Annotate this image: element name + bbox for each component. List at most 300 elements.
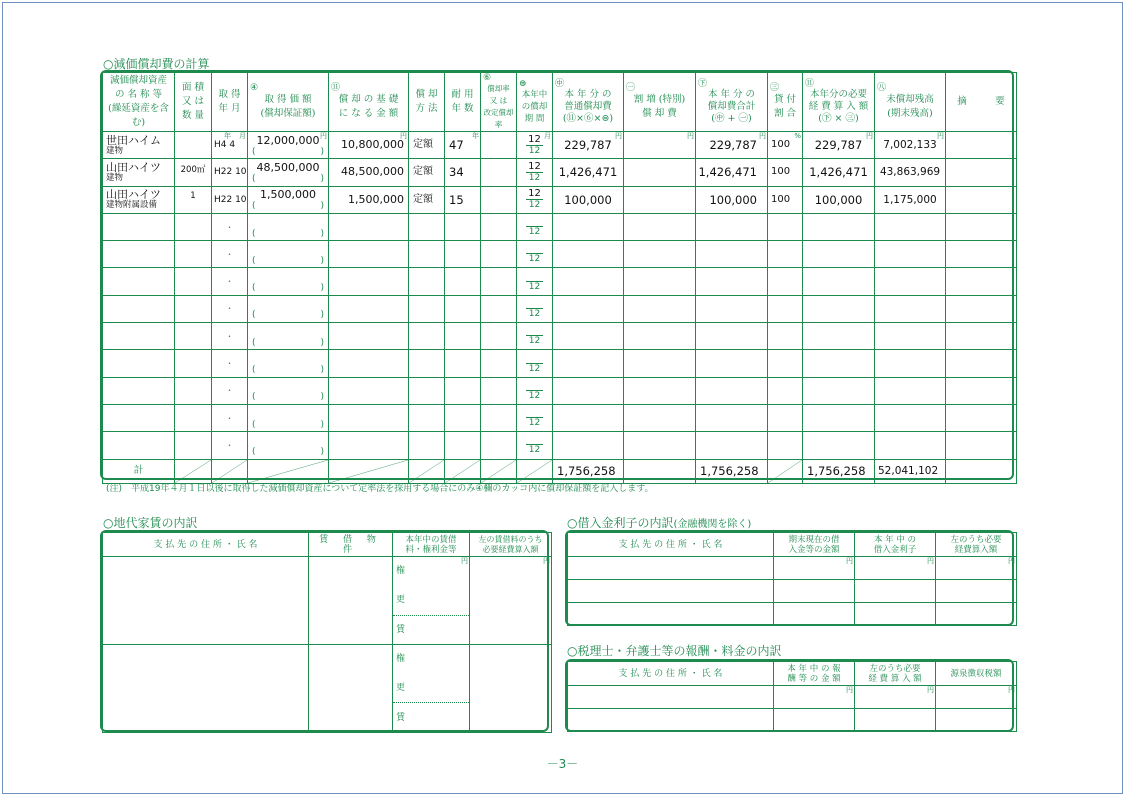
empty-expense: [803, 350, 875, 377]
unit-yen: 円: [927, 686, 934, 694]
fees-table: [567, 661, 1017, 732]
empty-period-den: 12: [528, 363, 541, 374]
asset-acq-cost: [248, 132, 329, 159]
header-area-qty-line-1: 面 積: [181, 82, 205, 93]
asset-life: 34: [445, 159, 481, 186]
rent-table: [102, 532, 552, 733]
header-acq-cost-line-1: 取 得 価 額: [264, 94, 312, 105]
header-method-line-2: 方 法: [415, 103, 438, 114]
depreciation-table-box: [100, 70, 1014, 480]
empty-cost: [248, 241, 329, 268]
empty-date: ・: [212, 241, 248, 268]
header-lease-line-2: 割 合: [773, 108, 797, 119]
empty-cost-paren: ( ): [252, 392, 324, 403]
total-diag-lease: [768, 459, 803, 483]
asset-rate: [481, 132, 517, 159]
empty-normal: [553, 350, 624, 377]
header-area-qty-line-2: 又 は: [181, 96, 205, 107]
empty-rate: [481, 404, 517, 431]
asset-special: [624, 132, 696, 159]
empty-life: [445, 323, 481, 350]
depreciation-row: [103, 377, 1017, 404]
fees-header-amount-2: 酬 等 の 金 額: [787, 673, 841, 684]
rent-annual-cell[interactable]: 賃: [393, 615, 470, 644]
empty-rate: [481, 432, 517, 459]
empty-summary: [946, 323, 1017, 350]
rent-annual-cell[interactable]: 更: [393, 674, 470, 703]
empty-summary: [946, 213, 1017, 240]
rent-header-necessary-1: 左の賃借料のうち: [478, 534, 543, 544]
empty-method: [409, 295, 445, 322]
asset-period: [517, 186, 553, 213]
depreciation-row: [103, 186, 1017, 213]
empty-qty: [175, 295, 212, 322]
empty-summary: [946, 432, 1017, 459]
header-total-line-2: 償却費合計: [707, 101, 756, 112]
rent-table-box: [100, 530, 549, 732]
empty-normal: [553, 377, 624, 404]
empty-special: [624, 377, 696, 404]
empty-period-den: 12: [528, 254, 541, 265]
fees-amount-cell[interactable]: [774, 686, 855, 709]
empty-balance: [875, 432, 946, 459]
empty-normal: [553, 241, 624, 268]
interest-amount3-cell[interactable]: [936, 603, 1017, 626]
total-diag-date: [212, 459, 248, 483]
empty-period-den: 12: [528, 336, 541, 347]
total-diag-cost: [248, 459, 329, 483]
header-period-line-2: の償却: [521, 102, 548, 112]
empty-cost: [248, 323, 329, 350]
rent-annual-cell[interactable]: 賃: [393, 703, 470, 732]
interest-amount3-cell[interactable]: [936, 557, 1017, 580]
fees-header-necessary-1: 左のうち必要: [869, 663, 921, 674]
asset-acq-cost: [248, 159, 329, 186]
rent-annual-cell[interactable]: 円 権: [393, 557, 470, 586]
depreciation-row: [103, 213, 1017, 240]
empty-special: [624, 432, 696, 459]
empty-rate: [481, 323, 517, 350]
fees-row: [568, 709, 1017, 732]
depreciation-row: [103, 268, 1017, 295]
empty-cost-paren: ( ): [252, 419, 324, 430]
rent-header-row: [103, 533, 552, 557]
total-diag-period: [517, 459, 553, 483]
unit-yen: 円: [320, 132, 327, 140]
empty-name: [103, 268, 175, 295]
empty-expense: [803, 404, 875, 431]
asset-method: 定額: [409, 186, 445, 213]
empty-balance: [875, 268, 946, 295]
empty-normal: [553, 213, 624, 240]
asset-lease: 100: [768, 186, 803, 213]
header-method: [409, 73, 445, 132]
empty-qty: [175, 404, 212, 431]
asset-summary: [946, 186, 1017, 213]
empty-special: [624, 213, 696, 240]
header-area-qty: [175, 73, 212, 132]
empty-qty: [175, 350, 212, 377]
empty-expense: [803, 377, 875, 404]
empty-life: [445, 377, 481, 404]
asset-sub: 建物附属設備: [106, 200, 158, 211]
asset-rate: [481, 159, 517, 186]
fees-row: [568, 686, 1017, 709]
fees-payee-cell[interactable]: [568, 686, 774, 709]
empty-cost: [248, 295, 329, 322]
empty-cost: [248, 268, 329, 295]
total-total: 1,756,258: [696, 459, 768, 483]
empty-base: [329, 350, 409, 377]
interest-amount2-cell[interactable]: [855, 603, 936, 626]
header-total: ㊦ 本 年 分 の 償却費合計 (㊥ + ㊀): [696, 73, 768, 132]
interest-header-row: [568, 533, 1017, 557]
total-normal: 1,756,258: [553, 459, 624, 483]
header-special-line-1: 割 増 (特別): [633, 94, 686, 105]
fees-header-row: [568, 662, 1017, 686]
total-special: [624, 459, 696, 483]
asset-lease: % 100: [768, 132, 803, 159]
empty-total: [696, 377, 768, 404]
interest-payee-cell[interactable]: [568, 603, 774, 626]
rent-property-cell[interactable]: [309, 557, 393, 645]
header-lease: ㊂ 貸 付 割 合: [768, 73, 803, 132]
asset-method: 定額: [409, 159, 445, 186]
interest-amount3-cell[interactable]: [936, 580, 1017, 603]
empty-normal: [553, 432, 624, 459]
asset-life: 15: [445, 186, 481, 213]
asset-cost-paren: ( ): [252, 201, 324, 212]
empty-qty: [175, 213, 212, 240]
empty-period-den: 12: [528, 227, 541, 238]
empty-life: [445, 213, 481, 240]
empty-balance: [875, 404, 946, 431]
empty-name: [103, 213, 175, 240]
fees-amount-cell[interactable]: [774, 709, 855, 732]
depreciation-row: [103, 295, 1017, 322]
empty-period: [517, 377, 553, 404]
empty-method: [409, 268, 445, 295]
empty-period: [517, 432, 553, 459]
rent-row: [103, 557, 552, 586]
header-rate-line-2: 又 は: [489, 96, 508, 105]
asset-normal: 円 229,787: [553, 132, 624, 159]
period-den: 12: [528, 172, 541, 183]
rent-payee-cell[interactable]: [103, 557, 309, 645]
empty-summary: [946, 295, 1017, 322]
rent-annual-cell[interactable]: 更: [393, 586, 470, 615]
header-balance-line-1: 未償却残高: [886, 94, 934, 105]
empty-total: [696, 432, 768, 459]
rent-row: [103, 644, 552, 673]
total-diag-base: [329, 459, 409, 483]
asset-acq-date: H22 10: [212, 186, 248, 213]
unit-yen: 円: [927, 557, 934, 565]
empty-method: [409, 350, 445, 377]
empty-special: [624, 295, 696, 322]
empty-period: [517, 213, 553, 240]
empty-base: [329, 432, 409, 459]
empty-life: [445, 350, 481, 377]
interest-payee-cell[interactable]: [568, 580, 774, 603]
depreciation-row: [103, 323, 1017, 350]
asset-total: 100,000: [696, 186, 768, 213]
empty-rate: [481, 377, 517, 404]
empty-cost-paren: ( ): [252, 283, 324, 294]
rent-header-necessary: [470, 533, 552, 557]
empty-rate: [481, 213, 517, 240]
header-normal-line-2: 普通償却費: [564, 101, 612, 112]
empty-total: [696, 350, 768, 377]
asset-special: [624, 159, 696, 186]
period-num: 12: [526, 161, 543, 173]
empty-base: [329, 213, 409, 240]
interest-header-balance: [774, 533, 855, 557]
empty-special: [624, 350, 696, 377]
empty-period-den: 12: [528, 418, 541, 429]
unit-month: 月: [544, 132, 551, 140]
empty-special: [624, 404, 696, 431]
depreciation-row: [103, 132, 1017, 159]
header-asset-name-line-1: 減価償却資産: [109, 75, 167, 86]
interest-amount-cell[interactable]: [774, 603, 855, 626]
empty-cost: [248, 432, 329, 459]
empty-period: [517, 241, 553, 268]
fees-title: ○税理士・弁護士等の報酬・料金の内訳: [567, 644, 782, 658]
empty-name: [103, 377, 175, 404]
interest-header-balance-2: 入金等の金額: [788, 544, 840, 555]
interest-payee-cell[interactable]: [568, 557, 774, 580]
depreciation-title: ○減価償却費の計算: [103, 57, 210, 71]
rent-necessary-cell[interactable]: [470, 644, 552, 732]
empty-normal: [553, 268, 624, 295]
interest-row: [568, 603, 1017, 626]
empty-cost: [248, 350, 329, 377]
total-balance: 52,041,102: [875, 459, 946, 483]
empty-expense: [803, 241, 875, 268]
interest-header-payee: 支 払 先 の 住 所 ・ 氏 名: [568, 533, 774, 557]
total-expense: 1,756,258: [803, 459, 875, 483]
asset-period: [517, 159, 553, 186]
header-method-line-1: 償 却: [415, 89, 438, 100]
header-summary: 摘 要: [946, 73, 1017, 132]
unit-yen: 円: [846, 557, 853, 565]
empty-base: [329, 268, 409, 295]
total-diag-qty: [175, 459, 212, 483]
empty-life: [445, 241, 481, 268]
asset-name: 山田ハイツ: [106, 188, 161, 202]
asset-method: 定額: [409, 132, 445, 159]
empty-name: [103, 295, 175, 322]
header-expense-line-2: 経 費 算 入 額: [808, 101, 869, 112]
header-asset-name: [103, 73, 175, 132]
header-rate-line-1: 償却率: [487, 84, 510, 93]
empty-date: ・: [212, 404, 248, 431]
unit-year: 年: [472, 132, 479, 140]
interest-amount-cell[interactable]: [774, 557, 855, 580]
empty-base: [329, 377, 409, 404]
unit-month: 月: [239, 132, 246, 140]
period-den: 12: [528, 145, 541, 156]
asset-balance: 43,863,969: [875, 159, 946, 186]
header-total-line-1: 本 年 分 の: [707, 89, 756, 100]
empty-lease: [768, 295, 803, 322]
empty-cost-paren: ( ): [252, 310, 324, 321]
fees-amount2-cell[interactable]: [855, 709, 936, 732]
empty-total: [696, 268, 768, 295]
empty-date: ・: [212, 350, 248, 377]
rent-property-cell[interactable]: [309, 644, 393, 732]
unit-yen: 円: [759, 132, 766, 140]
asset-period: [517, 132, 553, 159]
asset-life: 年 47: [445, 132, 481, 159]
asset-name-cell: [103, 159, 175, 186]
interest-amount2-cell[interactable]: [855, 580, 936, 603]
empty-name: [103, 323, 175, 350]
interest-amount2-cell[interactable]: [855, 557, 936, 580]
total-diag-method: [409, 459, 445, 483]
header-life-line-1: 耐 用: [451, 89, 474, 100]
asset-total: 円 229,787: [696, 132, 768, 159]
header-normal-line-3: (⑪×⑥×⊜): [562, 113, 614, 124]
empty-lease: [768, 213, 803, 240]
depreciation-header-row: [103, 73, 1017, 132]
asset-balance: 1,175,000: [875, 186, 946, 213]
empty-period: [517, 268, 553, 295]
interest-title: [567, 514, 751, 531]
empty-summary: [946, 377, 1017, 404]
asset-name: 世田ハイム: [106, 133, 161, 147]
empty-summary: [946, 241, 1017, 268]
empty-method: [409, 404, 445, 431]
interest-title-sub: (金融機関を除く): [673, 519, 752, 530]
empty-expense: [803, 213, 875, 240]
asset-acq-cost: [248, 186, 329, 213]
header-period: ⊜ 本年中 の償却 期 間: [517, 73, 553, 132]
empty-life: [445, 295, 481, 322]
unit-yen: 円: [687, 132, 694, 140]
fees-header-amount-1: 本 年 中 の 報: [787, 663, 841, 674]
empty-special: [624, 323, 696, 350]
header-acq-cost-line-2: (償却保証額): [260, 108, 316, 119]
asset-qty: [175, 132, 212, 159]
asset-acq-date: H22 10: [212, 159, 248, 186]
empty-qty: [175, 432, 212, 459]
empty-total: [696, 241, 768, 268]
fees-header-withholding: 源泉徴収税額: [936, 662, 1017, 686]
empty-life: [445, 404, 481, 431]
empty-qty: [175, 323, 212, 350]
fees-amount3-cell[interactable]: [936, 686, 1017, 709]
asset-base: 1,500,000: [329, 186, 409, 213]
asset-cost-value: 48,500,000: [256, 160, 320, 174]
period-num: 12: [526, 188, 543, 200]
empty-date: ・: [212, 268, 248, 295]
empty-date: ・: [212, 323, 248, 350]
asset-expense: 1,426,471: [803, 159, 875, 186]
rent-header-annual-1: 本年中の賃借: [405, 534, 457, 545]
empty-method: [409, 241, 445, 268]
empty-expense: [803, 268, 875, 295]
rent-header-payee: 支 払 先 の 住 所 ・ 氏 名: [103, 533, 309, 557]
header-special-line-2: 償 却 費: [642, 108, 677, 119]
empty-cost-paren: ( ): [252, 255, 324, 266]
header-period-line-1: 本年中: [521, 90, 548, 100]
empty-total: [696, 323, 768, 350]
rent-necessary-cell[interactable]: [470, 557, 552, 645]
fees-header-necessary: [855, 662, 936, 686]
asset-sub: 建物: [106, 172, 124, 183]
header-period-line-3: 期 間: [524, 114, 545, 124]
interest-table: [567, 532, 1017, 626]
header-expense-line-3: (㊦ × ㊂): [818, 113, 859, 124]
empty-normal: [553, 404, 624, 431]
header-acq-date-line-1: 取 得: [218, 89, 241, 100]
fees-table-box: [565, 659, 1014, 732]
empty-name: [103, 432, 175, 459]
asset-normal: 1,426,471: [553, 159, 624, 186]
rent-annual-cell[interactable]: 権: [393, 644, 470, 673]
empty-cost: [248, 404, 329, 431]
interest-header-interest-2: 借入金利子: [873, 544, 917, 555]
rent-header-annual-2: 料・権利金等: [405, 544, 457, 555]
empty-qty: [175, 241, 212, 268]
empty-base: [329, 241, 409, 268]
empty-life: [445, 268, 481, 295]
depreciation-row: [103, 404, 1017, 431]
rent-header-property: 賃 借 物 件: [309, 533, 393, 557]
unit-yen: 円: [543, 557, 550, 565]
fees-payee-cell[interactable]: [568, 709, 774, 732]
asset-cost-value: 1,500,000: [260, 188, 316, 202]
unit-yen: 円: [615, 132, 622, 140]
unit-percent: %: [794, 132, 801, 140]
empty-total: [696, 295, 768, 322]
rent-payee-cell[interactable]: [103, 644, 309, 732]
fees-amount2-cell[interactable]: [855, 686, 936, 709]
empty-expense: [803, 295, 875, 322]
empty-rate: [481, 350, 517, 377]
header-base-line-2: に な る 金 額: [338, 108, 399, 119]
asset-cost-paren: ( ): [252, 146, 324, 157]
empty-rate: [481, 241, 517, 268]
asset-name: 山田ハイツ: [106, 160, 161, 174]
empty-period: [517, 323, 553, 350]
asset-base: 円 10,800,000: [329, 132, 409, 159]
header-asset-name-line-3: (繰延資産を含む): [108, 103, 169, 128]
rent-header-necessary-2: 必要経費算入額: [482, 544, 539, 554]
empty-cost-paren: ( ): [252, 365, 324, 376]
header-base-line-1: 償 却 の 基 礎: [338, 94, 399, 105]
header-rate: ⑥ 償却率 又 は 改定償却率: [481, 73, 517, 132]
depreciation-table: [102, 72, 1017, 484]
interest-table-box: [565, 530, 1014, 626]
header-life-line-2: 年 数: [451, 103, 474, 114]
empty-cost-paren: ( ): [252, 228, 324, 239]
interest-amount-cell[interactable]: [774, 580, 855, 603]
fees-amount3-cell[interactable]: [936, 709, 1017, 732]
empty-date: ・: [212, 377, 248, 404]
interest-header-necessary: [936, 533, 1017, 557]
empty-balance: [875, 241, 946, 268]
header-balance-line-2: (期末残高): [887, 108, 933, 119]
unit-yen: 円: [1008, 686, 1015, 694]
unit-yen: 円: [1008, 557, 1015, 565]
total-summary: [946, 459, 1017, 483]
empty-base: [329, 323, 409, 350]
asset-normal: 100,000: [553, 186, 624, 213]
empty-lease: [768, 350, 803, 377]
